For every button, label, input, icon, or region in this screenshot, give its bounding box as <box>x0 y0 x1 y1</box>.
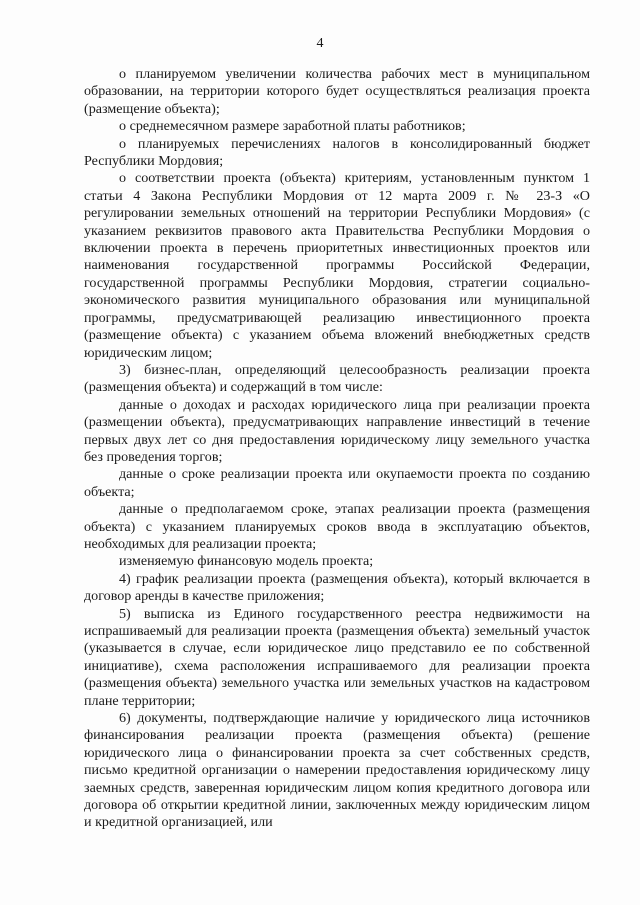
paragraph: о планируемом увеличении количества рабочих мест в муниципальном образовании, на территории которого будет осуществляться реализация проекта (размещение объекта); <box>84 66 590 117</box>
paragraph: данные о сроке реализации проекта или окупаемости проекта по созданию объекта; <box>84 466 590 500</box>
paragraph: данные о предполагаемом сроке, этапах реализации проекта (размещения объекта) с указанием планируемых сроков ввода в эксплуатацию объектов, необходимых для реализации проекта; <box>84 501 590 552</box>
page-number: 4 <box>316 36 324 51</box>
paragraph: 5) выписка из Единого государственного реестра недвижимости на испрашиваемый для реализации проекта (размещения объекта) земельный участок (указывается в случае, если юридическое лицо представило ее по собственной инициативе), схема расположения испрашиваемого для реализации проекта (размещения объекта) земельного участка или земельных участков на кадастровом плане территории; <box>84 605 590 709</box>
paragraph: данные о доходах и расходах юридического лица при реализации проекта (размещении объекта), предусматривающих направление инвестиций в течение первых двух лет со дня предоставления юридическому лицу земельного участка без проведения торгов; <box>84 396 590 465</box>
document-body <box>84 66 590 832</box>
paragraph: изменяемую финансовую модель проекта; <box>119 553 374 570</box>
paragraph: 4) график реализации проекта (размещения объекта), который включается в договор аренды в качестве приложения; <box>84 570 590 605</box>
paragraph: 3) бизнес-план, определяющий целесообразность реализации проекта (размещения объекта) и содержащий в том числе: <box>84 361 590 396</box>
paragraph: о планируемых перечислениях налогов в консолидированный бюджет Республики Мордовия; <box>84 135 590 170</box>
paragraph: 6) документы, подтверждающие наличие у юридического лица источников финансирования реализации проекта (размещения объекта) (решение юридического лица о финансировании проекта за счет собственных средств, письмо кредитной организации о намерении предоставления юридическому лицу заемных средств, заверенная юридическим лицом копия кредитного договора или договора об открытии кредитной линии, заключенных между юридическим лицом и кредитной организацией, или <box>84 710 590 831</box>
paragraph: о среднемесячном размере заработной платы работников; <box>119 118 466 135</box>
paragraph: о соответствии проекта (объекта) критериям, установленным пунктом 1 статьи 4 Закона Республики Мордовия от 12 марта 2009 г. № 23-З «О регулировании земельных отношений на территории Республики Мордовия» (с указанием реквизитов правового акта Правительства Республики Мордовия о включении проекта в перечень приоритетных инвестиционных проектов или наименования государственной программы Российской Федерации, государственной программы Республики Мордовия, стратегии социально-экономического развития муниципального образования или муниципальной программы, предусматривающей реализацию инвестиционного проекта (размещение объекта) с указанием объема вложений внебюджетных средств юридическим лицом; <box>84 170 590 361</box>
